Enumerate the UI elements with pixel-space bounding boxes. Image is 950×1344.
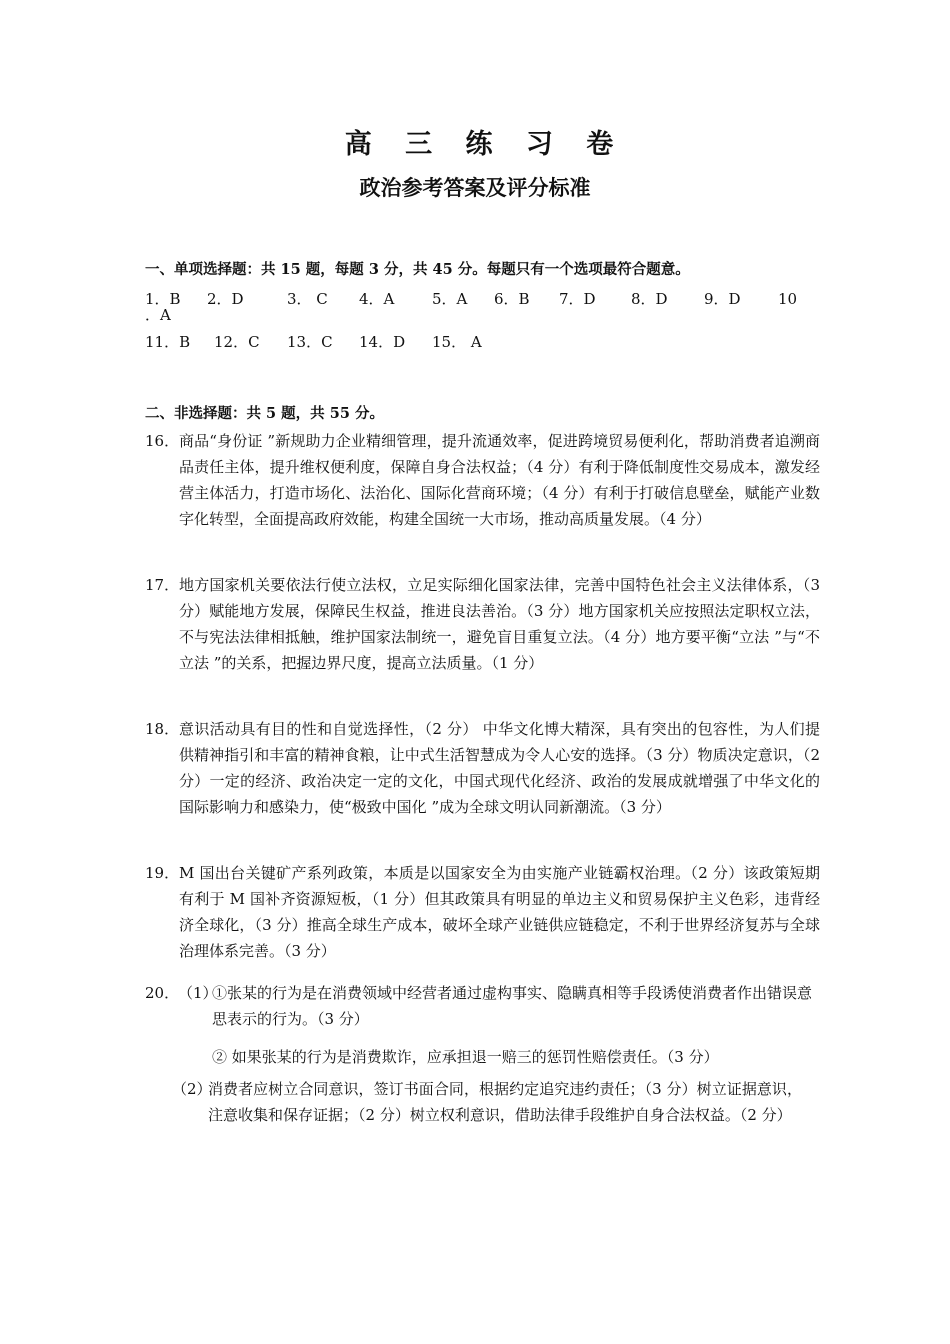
question-16 bbox=[145, 428, 820, 532]
answer-text: 商品“身份证 ”新规助力企业精细管理，提升流通效率，促进跨境贸易便利化，帮助消费者追溯商品责任主体，提升维权便利度，保障自身合法权益；（4 分）有利于降低制度性交易成本，激发经营主体活力，打造市场化、法治化、国际化营商环境；（4 分）有利于打破信息壁垒，赋能产业数字化转型，全面提高政府效能，构建全国统一大市场，推动高质量发展。（4 分） bbox=[179, 432, 820, 528]
question-18 bbox=[145, 716, 820, 820]
answer-text: ①张某的行为是在消费领域中经营者通过虚构事实、隐瞒真相等手段诱使消费者作出错误意思表示的行为。（3 分） bbox=[212, 984, 813, 1028]
answer-text: 地方国家机关要依法行使立法权，立足实际细化国家法律，完善中国特色社会主义法律体系，（3 分）赋能地方发展，保障民生权益，推进良法善治。（3 分）地方国家机关应按照法定职权立法，不与宪法法律相抵触，维护国家法制统一，避免盲目重复立法。（4 分）地方要平衡“立法 ”与“不立法 ”的关系，把握边界尺度，提高立法质量。（1 分） bbox=[179, 576, 820, 672]
mc-answer: 13．C bbox=[287, 333, 333, 351]
answer-text: 消费者应树立合同意识，签订书面合同，根据约定追究违约责任；（3 分）树立证据意识，注意收集和保存证据；（2 分）树立权利意识，借助法律手段维护自身合法权益。（2 分） bbox=[208, 1080, 802, 1124]
mc-answer: 1．B bbox=[145, 290, 181, 308]
mc-answer: 10 bbox=[778, 290, 798, 308]
question-20-number: 20． bbox=[145, 984, 180, 1002]
mc-answer: 6．B bbox=[494, 290, 530, 308]
question-number: 16． bbox=[145, 432, 180, 450]
mc-answer: 9．D bbox=[704, 290, 741, 308]
answer-text: 意识活动具有目的性和自觉选择性，（2 分） 中华文化博大精深，具有突出的包容性，为人们提供精神指引和丰富的精神食粮，让中式生活智慧成为令人心安的选择。（3 分）物质决定意识，（2 分）一定的经济、政治决定一定的文化，中国式现代化经济、政治的发展成就增强了中华文化的国际影响力和感染力，使“极致中国化 ”成为全球文明认同新潮流。（3 分） bbox=[179, 720, 820, 816]
mc-answers-row-2 bbox=[145, 331, 482, 352]
mc-answer: ．A bbox=[145, 306, 171, 324]
mc-answer: 7．D bbox=[559, 290, 596, 308]
mc-answer: 12．C bbox=[214, 333, 260, 351]
mc-answer: 2．D bbox=[207, 290, 244, 308]
section-2-heading: 二、非选择题：共 5 题，共 55 分。 bbox=[145, 405, 384, 422]
question-19 bbox=[145, 860, 820, 964]
page-title: 高 三 练 习 卷 bbox=[344, 129, 626, 160]
question-number: 19． bbox=[145, 864, 180, 882]
question-17 bbox=[145, 572, 820, 676]
mc-answers-row-1-wrap bbox=[145, 304, 171, 325]
question-number: 17． bbox=[145, 576, 180, 594]
question-20-part-1b: ② 如果张某的行为是消费欺诈，应承担退一赔三的惩罚性赔偿责任。（3 分） bbox=[212, 1048, 719, 1066]
mc-answers-row-1 bbox=[145, 288, 797, 309]
mc-answer: 8．D bbox=[631, 290, 668, 308]
part-marker: （2） bbox=[172, 1080, 212, 1098]
section-1-heading: 一、单项选择题：共 15 题，每题 3 分，共 45 分。每题只有一个选项最符合题意。 bbox=[145, 261, 690, 278]
mc-answer: 3． C bbox=[287, 290, 328, 308]
answer-text: M 国出台关键矿产系列政策，本质是以国家安全为由实施产业链霸权治理。（2 分）该政策短期有利于 M 国补齐资源短板，（1 分）但其政策具有明显的单边主义和贸易保护主义色彩，违背经济全球化，（3 分）推高全球生产成本，破坏全球产业链供应链稳定，不利于世界经济复苏与全球治理体系完善。（3 分） bbox=[179, 864, 820, 960]
mc-answer: 15． A bbox=[432, 333, 482, 351]
question-20-part-1a bbox=[178, 980, 818, 1032]
page-subtitle: 政治参考答案及评分标准 bbox=[359, 175, 591, 200]
question-20-part-2 bbox=[172, 1076, 802, 1128]
mc-answer: 14．D bbox=[359, 333, 406, 351]
mc-answer: 4．A bbox=[359, 290, 395, 308]
mc-answer: 11．B bbox=[145, 333, 191, 351]
part-marker: （1） bbox=[178, 984, 218, 1002]
question-number: 18． bbox=[145, 720, 180, 738]
mc-answer: 5．A bbox=[432, 290, 468, 308]
